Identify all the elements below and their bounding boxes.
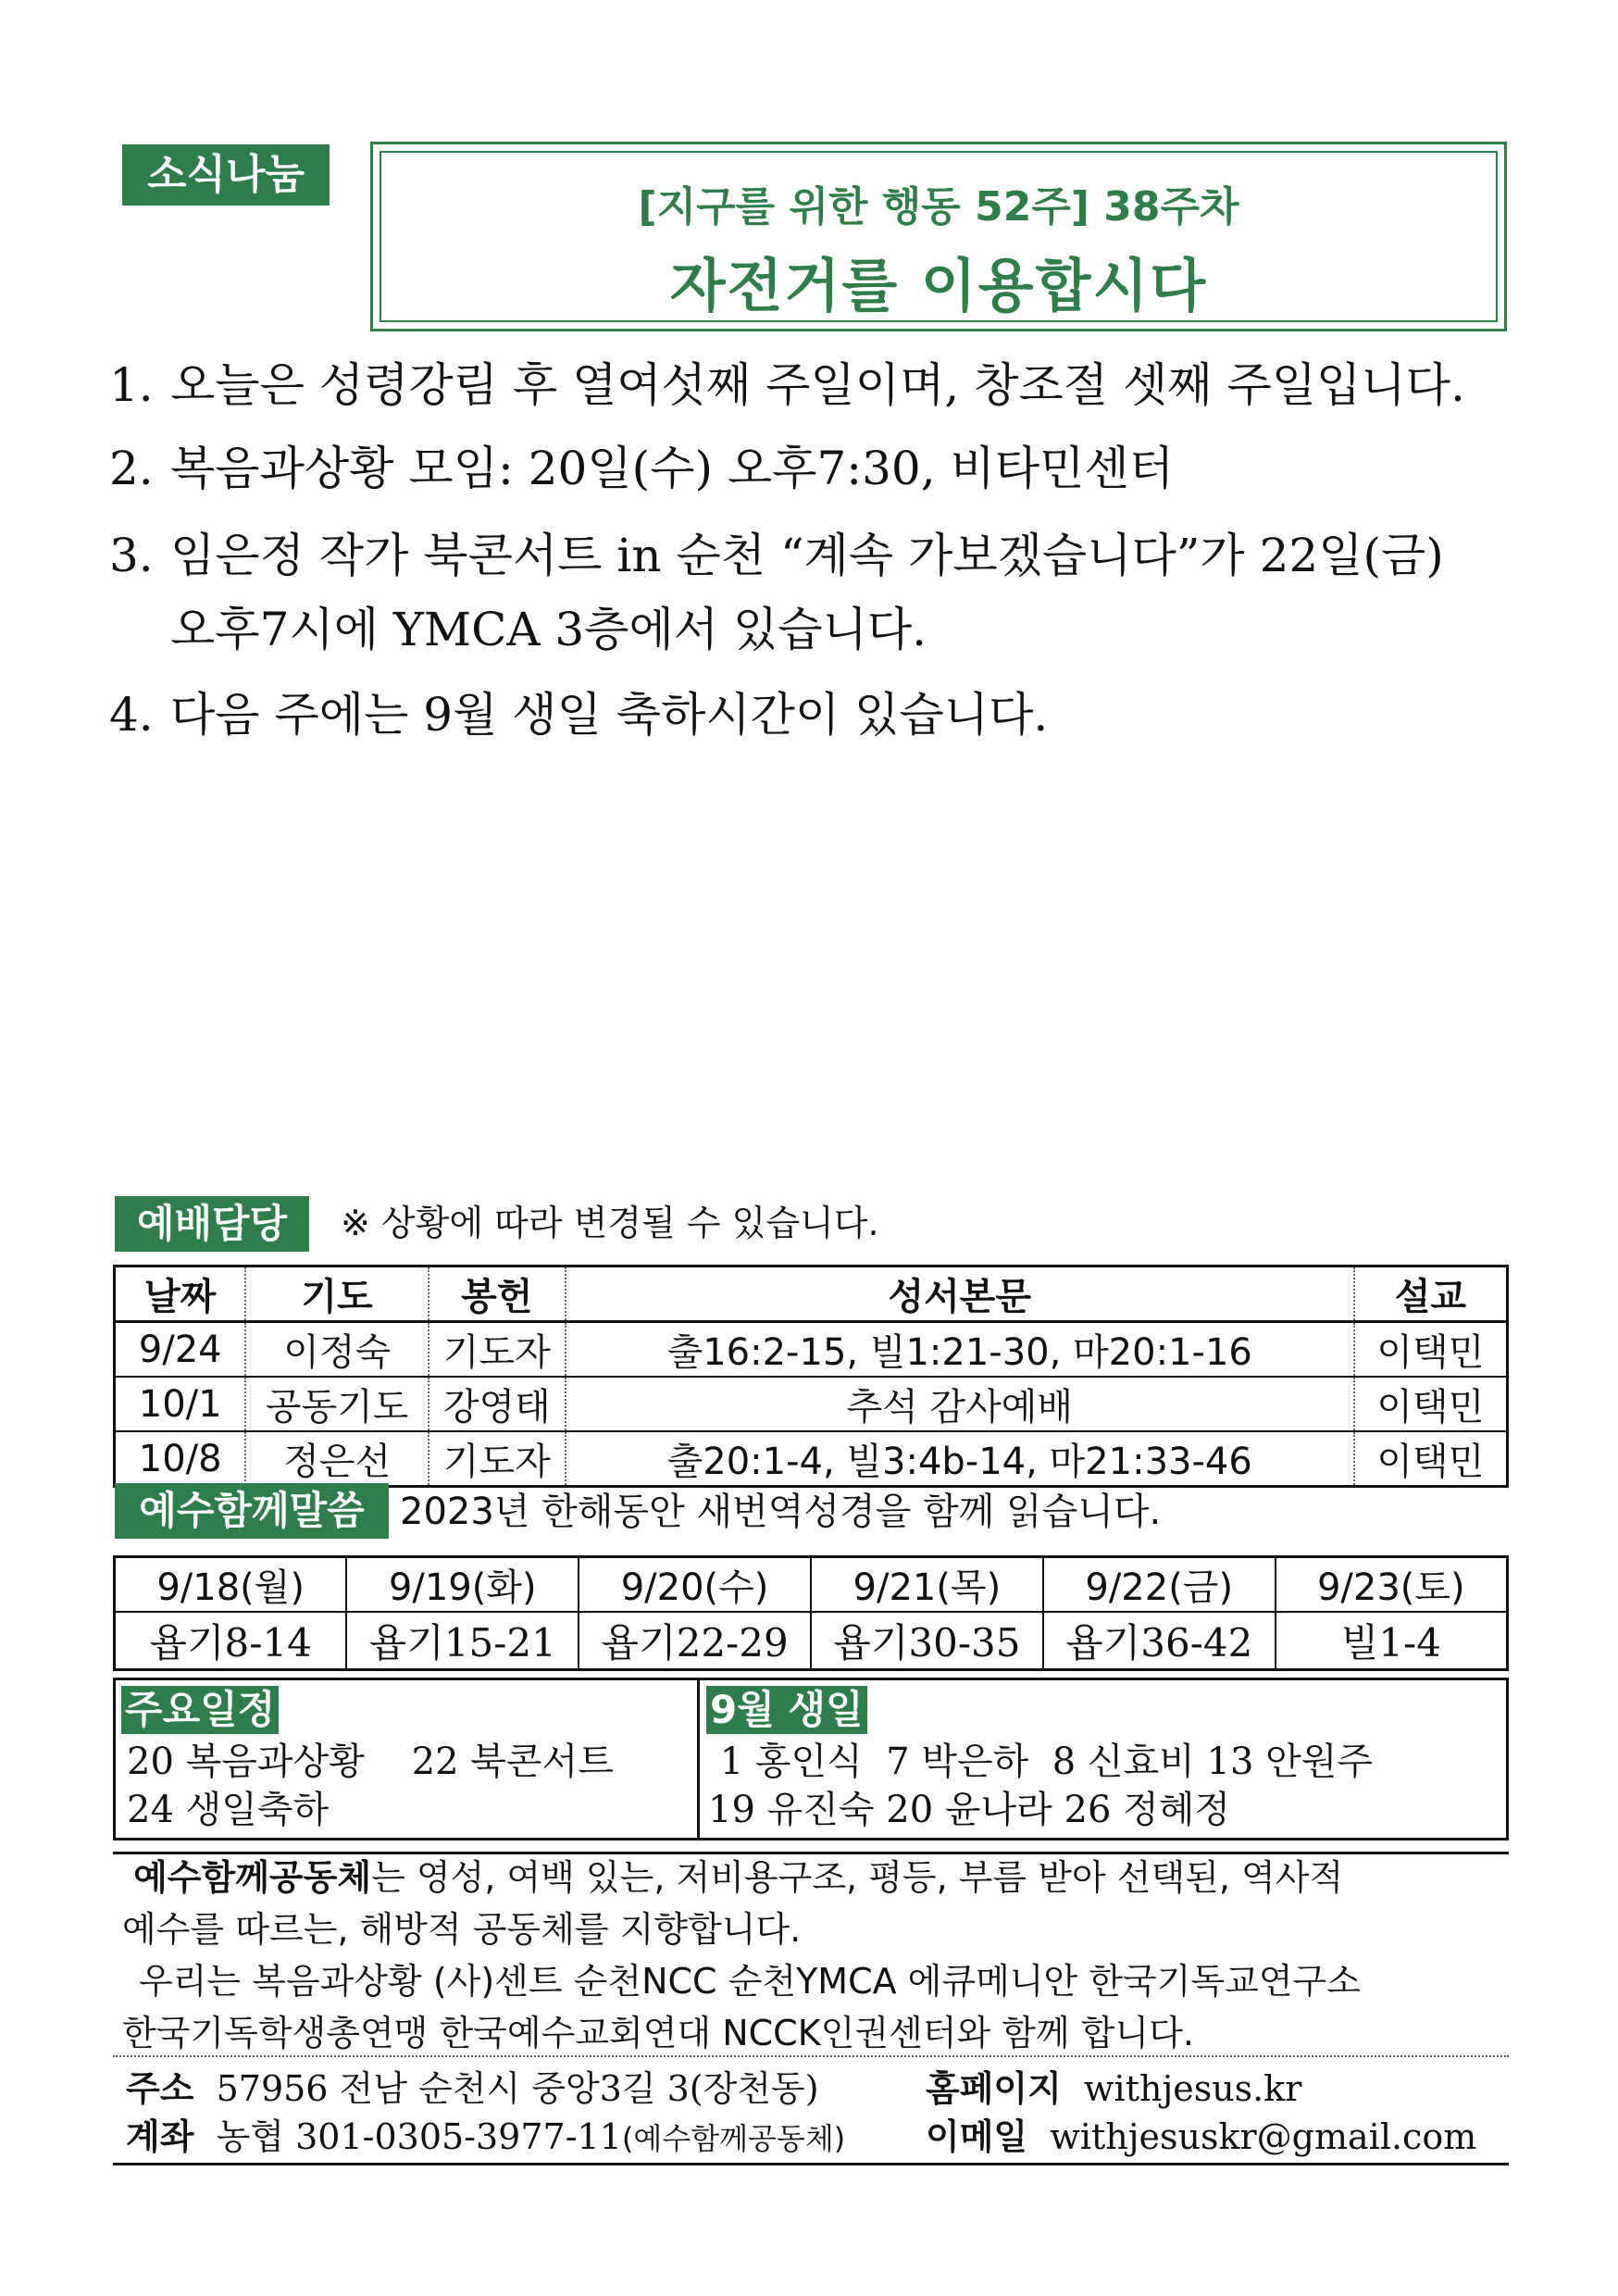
community-name: 예수함께공동체 [133,1857,372,1898]
column-header: 날짜 [115,1267,246,1322]
account-holder: (예수함께공동체) [621,2121,846,2156]
news-header-inner-frame [380,151,1498,322]
column-header: 봉헌 [429,1267,566,1322]
reading-ref: 욥기30-35 [811,1612,1043,1670]
bible-reading-tag: 예수함께말씀 [115,1483,389,1539]
table-cell: 정은선 [245,1431,429,1487]
reading-day: 9/23(토) [1276,1557,1508,1613]
schedule-tag: 주요일정 [121,1686,279,1734]
announcement-number: 4. [109,688,154,742]
table-cell: 이정숙 [245,1322,429,1378]
email-link[interactable]: withjesuskr@gmail.com [1050,2116,1477,2157]
table-cell: 기도자 [429,1322,566,1378]
news-tag: 소식나눔 [122,144,330,206]
address-value: 57956 전남 순천시 중앙3길 3(장천동) [216,2068,819,2109]
community-statement [122,1852,1511,2059]
birthday-line: 1 홍인식 7 박은하 8 신효비 13 안원주 [708,1741,1374,1783]
table-cell: 이택민 [1354,1377,1508,1431]
reading-ref: 욥기8-14 [149,1620,312,1666]
statement-line: 한국기독학생총연맹 한국예수교회연대 NCCK인권센터와 함께 합니다. [122,2013,1194,2053]
worship-duty-note: ※ 상황에 따라 변경될 수 있습니다. [341,1203,879,1243]
schedule-birthday-box [113,1678,1509,1841]
table-cell: 기도자 [429,1431,566,1487]
account-label: 계좌 [126,2116,194,2157]
table-cell: 출20:1-4, 빌3:4b-14, 마21:33-46 [566,1431,1354,1487]
birthday-line: 19 유진숙 20 윤나라 26 정혜정 [708,1789,1231,1831]
table-cell: 10/8 [115,1431,246,1487]
table-cell: 추석 감사예배 [566,1377,1354,1431]
announcement-number: 3. [109,529,154,582]
reading-day: 9/21(목) [811,1557,1043,1613]
table-cell: 10/1 [115,1377,246,1431]
table-cell: 출16:2-15, 빌1:21-30, 마20:1-16 [566,1322,1354,1378]
homepage-link[interactable]: withjesus.kr [1084,2068,1302,2109]
announcement-text: 복음과상황 모임: 20일(수) 오후7:30, 비타민센터 [170,442,1175,495]
table-header-row [115,1267,1508,1322]
homepage-label: 홈페이지 [926,2068,1062,2109]
statement-line [122,1852,1511,1903]
announcement-text: 다음 주에는 9월 생일 축하시간이 있습니다. [170,688,1049,742]
statement-text: 는 영성, 여백 있는, 저비용구조, 평등, 부름 받아 선택된, 역사적 [371,1857,1344,1898]
announcement-number: 2. [109,442,154,495]
table-cell: 강영태 [429,1377,566,1431]
reading-refs-row [115,1612,1508,1670]
table-row [115,1377,1508,1431]
column-header: 성서본문 [566,1267,1354,1322]
address-line [126,2065,819,2113]
column-header: 기도 [245,1267,429,1322]
email-label: 이메일 [926,2116,1028,2157]
homepage-line [926,2065,1301,2113]
announcement-item [109,687,1048,742]
reading-day: 9/18(월) [115,1557,347,1613]
reading-ref: 욥기22-29 [579,1612,811,1670]
table-row [115,1322,1508,1378]
table-cell: 공동기도 [245,1377,429,1431]
reading-day: 9/22(금) [1043,1557,1276,1613]
schedule-line: 24 생일축하 [127,1789,330,1831]
news-header-box [370,142,1507,331]
account-line [126,2113,845,2163]
column-header: 설교 [1354,1267,1508,1322]
reading-ref: 빌1-4 [1276,1612,1508,1670]
announcement-item [109,528,1444,583]
birthday-tag: 9월 생일 [706,1686,867,1734]
table-row [115,1431,1508,1487]
announcement-continuation: 오후7시에 YMCA 3층에서 있습니다. [170,603,927,656]
reading-ref: 욥기15-21 [346,1612,579,1670]
worship-duty-table [113,1265,1509,1488]
bible-reading-table [113,1555,1509,1671]
table-cell: 이택민 [1354,1322,1508,1378]
email-line [926,2113,1476,2161]
box-divider [697,1680,700,1838]
worship-duty-tag: 예배담당 [115,1196,309,1252]
announcement-text: 오늘은 성령강림 후 열여섯째 주일이며, 창조절 셋째 주일입니다. [170,358,1465,412]
reading-day: 9/20(수) [579,1557,811,1613]
table-cell: 이택민 [1354,1431,1508,1487]
announcement-text: 임은정 작가 북콘서트 in 순천 “계속 가보겠습니다”가 22일(금) [170,529,1444,582]
announcement-number: 1. [109,358,154,412]
table-cell: 9/24 [115,1322,246,1378]
announcement-item [109,357,1465,413]
statement-line: 우리는 복음과상황 (사)센트 순천NCC 순천YMCA 에큐메니안 한국기독교연구소 [139,1961,1361,2002]
schedule-line: 20 복음과상황 22 북콘서트 [127,1741,614,1783]
address-label: 주소 [126,2068,194,2109]
reading-day: 9/19(화) [346,1557,579,1613]
news-title: 자전거를 이용합시다 [669,252,1208,319]
bottom-rule [113,2163,1509,2165]
reading-ref: 욥기36-42 [1043,1612,1276,1670]
account-value: 농협 301-0305-3977-11 [216,2116,622,2157]
reading-days-row [115,1557,1508,1613]
bible-reading-note: 2023년 한해동안 새번역성경을 함께 읽습니다. [400,1491,1162,1533]
statement-line: 예수를 따르는, 해방적 공동체를 지향합니다. [122,1909,802,1950]
dotted-divider [113,2055,1509,2057]
announcement-item [109,441,1174,496]
news-subtitle: [지구를 위한 행동 52주] 38주차 [638,183,1239,231]
